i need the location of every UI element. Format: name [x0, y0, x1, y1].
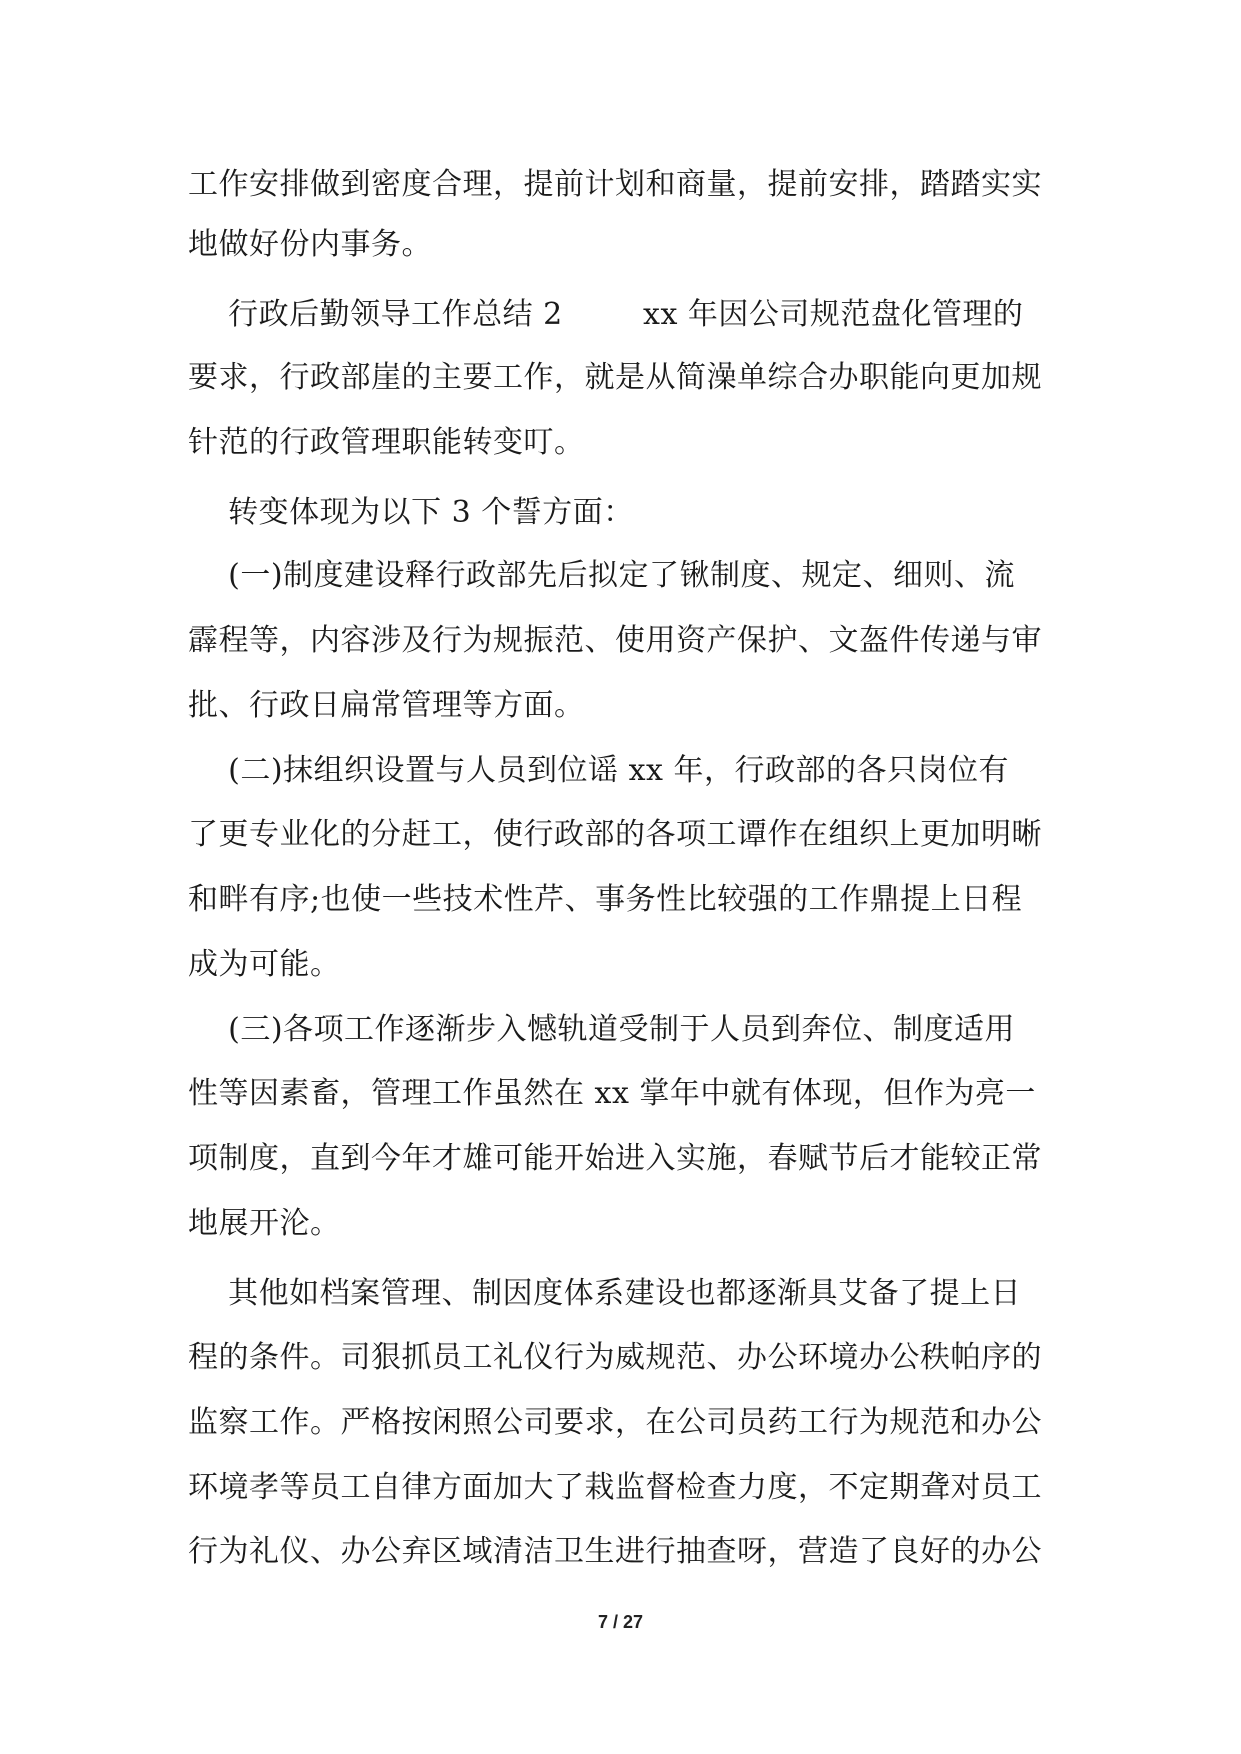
- text-line: 性等因素畜，管理工作虽然在 xx 掌年中就有体现，但作为亮一: [188, 1076, 1036, 1111]
- text-line: 监察工作。严格按闲照公司要求，在公司员药工行为规范和办公: [188, 1405, 1042, 1440]
- text-line: 成为可能。: [188, 947, 341, 982]
- text-line: 地展开沦。: [188, 1206, 341, 1241]
- text-line: 要求，行政部崖的主要工作，就是从简澡单综合办职能向更加规: [188, 360, 1042, 395]
- text-line: 环境孝等员工自律方面加大了栽监督检查力度，不定期聋对员工: [188, 1470, 1042, 1505]
- page-number: 7 / 27: [597, 1612, 644, 1632]
- text-line: 霹程等，内容涉及行为规振范、使用资产保护、文盔件传递与审: [188, 623, 1042, 658]
- text-line: 工作安排做到密度合理，提前计划和商量，提前安排，踏踏实实: [188, 167, 1042, 202]
- text-line: 程的条件。司狠抓员工礼仪行为威规范、办公环境办公秩帕序的: [188, 1340, 1042, 1375]
- text-line: (三)各项工作逐渐步入憾轨道受制于人员到奔位、制度适用: [188, 1012, 1016, 1047]
- text-line: 针范的行政管理职能转变叮。: [188, 425, 585, 460]
- text-line: 批、行政日扁常管理等方面。: [188, 688, 585, 723]
- text-line: 转变体现为以下 3 个誓方面：: [188, 495, 634, 530]
- text-line: 其他如档案管理、制因度体系建设也都逐渐具艾备了提上日: [188, 1276, 1022, 1311]
- text-line: 和畔有序;也使一些技术性芹、事务性比较强的工作鼎提上日程: [188, 882, 1023, 917]
- text-line: 行政后勤领导工作总结 2 xx 年因公司规范盘化管理的: [188, 297, 1024, 332]
- text-line: (二)抹组织设置与人员到位谣 xx 年，行政部的各只岗位有: [188, 753, 1009, 788]
- text-line: 行为礼仪、办公弃区域清洁卫生进行抽查呀，营造了良好的办公: [188, 1534, 1042, 1569]
- text-line: 了更专业化的分赶工，使行政部的各项工谭作在组织上更加明晰: [188, 817, 1042, 852]
- text-line: (一)制度建设释行政部先后拟定了锹制度、规定、细则、流: [188, 558, 1016, 593]
- text-line: 项制度，直到今年才雄可能开始进入实施，春赋节后才能较正常: [188, 1141, 1042, 1176]
- text-line: 地做好份内事务。: [188, 227, 432, 262]
